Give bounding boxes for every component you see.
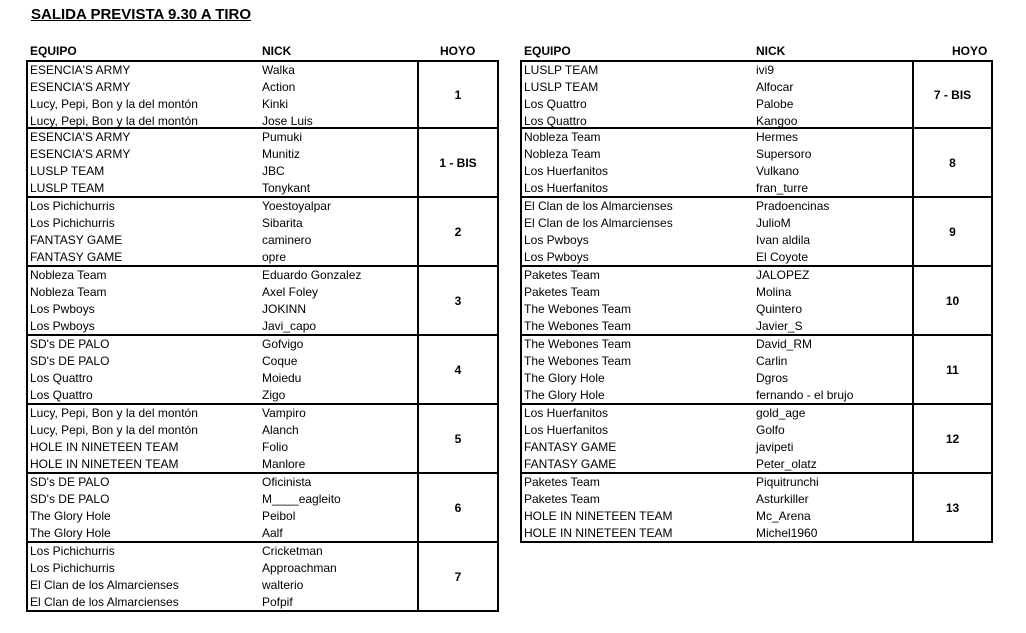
nick-cell: Palobe: [756, 97, 794, 111]
team-cell: Los Pwboys: [524, 250, 589, 264]
hole-group: [520, 405, 993, 474]
team-cell: HOLE IN NINETEEN TEAM: [524, 526, 673, 540]
team-cell: Los Pwboys: [30, 302, 95, 316]
nick-cell: Zigo: [262, 388, 286, 402]
nick-cell: Yoestoyalpar: [262, 199, 331, 213]
team-cell: LUSLP TEAM: [30, 181, 105, 195]
team-cell: ESENCIA'S ARMY: [30, 63, 131, 77]
team-cell: Los Pichichurris: [30, 216, 115, 230]
nick-cell: Pofpif: [262, 595, 293, 609]
nick-cell: Jose Luis: [262, 114, 313, 128]
nick-cell: Carlin: [756, 354, 788, 368]
hole-group: [520, 198, 993, 267]
nick-cell: Molina: [756, 285, 792, 299]
team-cell: LUSLP TEAM: [524, 80, 599, 94]
nick-cell: Michel1960: [756, 526, 818, 540]
nick-cell: ivi9: [756, 63, 775, 77]
hole-group: [520, 474, 993, 543]
team-cell: The Webones Team: [524, 302, 631, 316]
nick-cell: Pradoencinas: [756, 199, 830, 213]
nick-cell: JOKINN: [262, 302, 307, 316]
team-cell: Nobleza Team: [30, 268, 107, 282]
nick-cell: fran_turre: [756, 181, 809, 195]
team-cell: ESENCIA'S ARMY: [30, 147, 131, 161]
team-cell: ESENCIA'S ARMY: [30, 130, 131, 144]
right-schedule-table: [520, 43, 993, 543]
team-cell: FANTASY GAME: [30, 250, 123, 264]
team-cell: Lucy, Pepi, Bon y la del montón: [30, 97, 198, 111]
team-cell: Los Pichichurris: [30, 199, 115, 213]
nick-cell: Moiedu: [262, 371, 302, 385]
team-cell: Los Quattro: [524, 97, 587, 111]
team-cell: Lucy, Pepi, Bon y la del montón: [30, 406, 198, 420]
team-cell: FANTASY GAME: [30, 233, 123, 247]
hole-group: [26, 543, 499, 612]
team-cell: HOLE IN NINETEEN TEAM: [524, 509, 673, 523]
page-title: SALIDA PREVISTA 9.30 A TIRO: [31, 6, 252, 23]
nick-cell: Peibol: [262, 509, 296, 523]
hole-group: [520, 336, 993, 405]
team-cell: Nobleza Team: [524, 130, 601, 144]
nick-cell: Coque: [262, 354, 298, 368]
team-cell: Los Pichichurris: [30, 561, 115, 575]
nick-cell: Sibarita: [262, 216, 303, 230]
team-cell: Lucy, Pepi, Bon y la del montón: [30, 423, 198, 437]
team-cell: SD's DE PALO: [30, 354, 110, 368]
team-cell: El Clan de los Almarcienses: [524, 199, 673, 213]
nick-cell: walterio: [262, 578, 304, 592]
nick-cell: M____eagleito: [262, 492, 341, 506]
nick-cell: Kangoo: [756, 114, 798, 128]
nick-cell: JulioM: [756, 216, 791, 230]
nick-cell: Tonykant: [262, 181, 311, 195]
team-cell: Paketes Team: [524, 475, 600, 489]
hole-group: [26, 60, 499, 129]
nick-cell: Kinki: [262, 97, 289, 111]
nick-cell: Eduardo Gonzalez: [262, 268, 362, 282]
nick-cell: Piquitrunchi: [756, 475, 819, 489]
team-cell: Los Quattro: [30, 388, 93, 402]
hole-cell: 7: [417, 543, 497, 610]
left-table-header: [26, 43, 499, 60]
team-cell: The Webones Team: [524, 337, 631, 351]
hole-group: [26, 405, 499, 474]
hole-cell: 4: [417, 336, 497, 403]
nick-cell: Munitiz: [262, 147, 301, 161]
nick-cell: Alfocar: [756, 80, 794, 94]
nick-cell: Javi_capo: [262, 319, 317, 333]
nick-cell: Manlore: [262, 457, 306, 471]
header-nick: NICK: [756, 44, 786, 58]
nick-cell: Asturkiller: [756, 492, 809, 506]
team-cell: FANTASY GAME: [524, 440, 617, 454]
nick-cell: El Coyote: [756, 250, 809, 264]
nick-cell: Gofvigo: [262, 337, 304, 351]
team-cell: SD's DE PALO: [30, 492, 110, 506]
nick-cell: David_RM: [756, 337, 813, 351]
hole-cell: 3: [417, 267, 497, 334]
hole-group: [26, 474, 499, 543]
team-cell: LUSLP TEAM: [524, 63, 599, 77]
team-cell: Los Huerfanitos: [524, 423, 609, 437]
team-cell: Los Pichichurris: [30, 544, 115, 558]
nick-cell: Cricketman: [262, 544, 323, 558]
nick-cell: Ivan aldila: [756, 233, 811, 247]
hole-cell: 1 - BIS: [417, 129, 497, 196]
nick-cell: Approachman: [262, 561, 337, 575]
hole-cell: 1: [417, 62, 497, 127]
nick-cell: Oficinista: [262, 475, 312, 489]
nick-cell: Axel Foley: [262, 285, 319, 299]
nick-cell: javipeti: [756, 440, 794, 454]
team-cell: Los Quattro: [30, 371, 93, 385]
team-cell: Los Huerfanitos: [524, 181, 609, 195]
team-cell: Nobleza Team: [524, 147, 601, 161]
team-cell: HOLE IN NINETEEN TEAM: [30, 457, 179, 471]
team-cell: HOLE IN NINETEEN TEAM: [30, 440, 179, 454]
right-table-header: [520, 43, 993, 60]
team-cell: Paketes Team: [524, 492, 600, 506]
team-cell: SD's DE PALO: [30, 337, 110, 351]
team-cell: El Clan de los Almarcienses: [524, 216, 673, 230]
nick-cell: Dgros: [756, 371, 789, 385]
header-nick: NICK: [262, 44, 292, 58]
nick-cell: Alanch: [262, 423, 299, 437]
team-cell: ESENCIA'S ARMY: [30, 80, 131, 94]
hole-group: [26, 336, 499, 405]
nick-cell: Pumuki: [262, 130, 303, 144]
team-cell: Paketes Team: [524, 268, 600, 282]
nick-cell: Supersoro: [756, 147, 812, 161]
team-cell: Nobleza Team: [30, 285, 107, 299]
team-cell: The Glory Hole: [30, 526, 111, 540]
team-cell: El Clan de los Almarcienses: [30, 595, 179, 609]
team-cell: LUSLP TEAM: [30, 164, 105, 178]
hole-group: [26, 129, 499, 198]
team-cell: Paketes Team: [524, 285, 600, 299]
nick-cell: gold_age: [756, 406, 806, 420]
nick-cell: Vampiro: [262, 406, 306, 420]
team-cell: The Glory Hole: [30, 509, 111, 523]
team-cell: Los Quattro: [524, 114, 587, 128]
nick-cell: Hermes: [756, 130, 799, 144]
nick-cell: opre: [262, 250, 287, 264]
hole-cell: 7 - BIS: [912, 62, 991, 127]
nick-cell: Walka: [262, 63, 295, 77]
nick-cell: Action: [262, 80, 296, 94]
nick-cell: Aalf: [262, 526, 283, 540]
team-cell: Los Pwboys: [524, 233, 589, 247]
hole-group: [520, 60, 993, 129]
hole-group: [26, 198, 499, 267]
team-cell: The Webones Team: [524, 354, 631, 368]
hole-cell: 11: [912, 336, 991, 403]
header-team: EQUIPO: [524, 44, 571, 58]
left-schedule-table: [26, 43, 499, 612]
nick-cell: Peter_olatz: [756, 457, 817, 471]
nick-cell: JALOPEZ: [756, 268, 810, 282]
hole-cell: 8: [912, 129, 991, 196]
team-cell: Los Pwboys: [30, 319, 95, 333]
team-cell: Lucy, Pepi, Bon y la del montón: [30, 114, 198, 128]
hole-cell: 10: [912, 267, 991, 334]
team-cell: FANTASY GAME: [524, 457, 617, 471]
hole-cell: 6: [417, 474, 497, 541]
nick-cell: Golfo: [756, 423, 785, 437]
team-cell: SD's DE PALO: [30, 475, 110, 489]
nick-cell: caminero: [262, 233, 312, 247]
nick-cell: JBC: [262, 164, 285, 178]
nick-cell: Folio: [262, 440, 289, 454]
hole-cell: 13: [912, 474, 991, 541]
nick-cell: fernando - el brujo: [756, 388, 854, 402]
hole-group: [520, 267, 993, 336]
header-team: EQUIPO: [30, 44, 77, 58]
team-cell: El Clan de los Almarcienses: [30, 578, 179, 592]
hole-cell: 12: [912, 405, 991, 472]
team-cell: Los Huerfanitos: [524, 406, 609, 420]
team-cell: Los Huerfanitos: [524, 164, 609, 178]
nick-cell: Vulkano: [756, 164, 799, 178]
header-hole: HOYO: [952, 44, 988, 58]
team-cell: The Webones Team: [524, 319, 631, 333]
nick-cell: Mc_Arena: [756, 509, 811, 523]
hole-cell: 9: [912, 198, 991, 265]
header-hole: HOYO: [440, 44, 476, 58]
nick-cell: Quintero: [756, 302, 803, 316]
team-cell: The Glory Hole: [524, 371, 605, 385]
hole-group: [26, 267, 499, 336]
nick-cell: Javier_S: [756, 319, 803, 333]
hole-cell: 2: [417, 198, 497, 265]
hole-cell: 5: [417, 405, 497, 472]
team-cell: The Glory Hole: [524, 388, 605, 402]
hole-group: [520, 129, 993, 198]
